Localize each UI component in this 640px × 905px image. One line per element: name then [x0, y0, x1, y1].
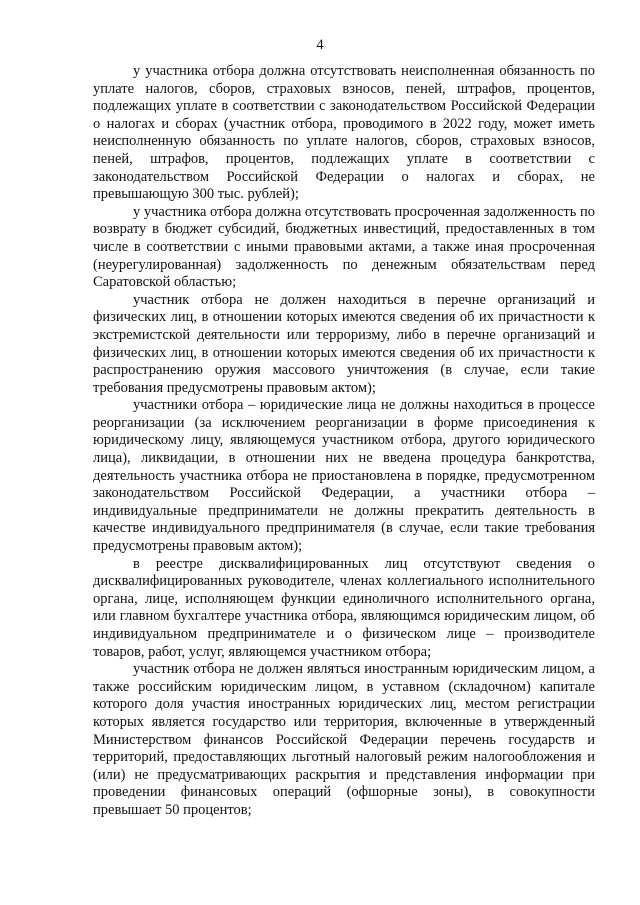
- paragraph-overdue-debt: у участника отбора должна отсутствовать просроченная задолженность по возврату в бюджет субсидий, бюджетных инвестиций, предоставленных в том числе в соответствии с иными правовыми актами, а также иная просроченная (неурегулированная) задолженность по денежным обязательствам перед Саратовской областью;: [93, 203, 595, 291]
- page-number: 4: [316, 37, 324, 53]
- paragraph-disqualified-registry: в реестре дисквалифицированных лиц отсутствуют сведения о дисквалифицированных руководителе, членах коллегиального исполнительного органа, лице, исполняющем функции единоличного исполнительного органа, или главном бухгалтере участника отбора, являющимся юридическим лицом, об индивидуальном предпринимателе и о физическом лице – производителе товаров, работ, услуг, являющемся участником отбора;: [93, 555, 595, 660]
- paragraph-tax-obligations: у участника отбора должна отсутствовать неисполненная обязанность по уплате налогов, сборов, страховых взносов, пеней, штрафов, процентов, подлежащих уплате в соответствии с законодательством Российской Федерации о налогах и сборах (участник отбора, проводимого в 2022 году, может иметь неисполненную обязанность по уплате налогов, сборов, страховых взносов, пеней, штрафов, процентов, подлежащих уплате в соответствии с законодательством Российской Федерации о налогах и сборах, не превышающую 300 тыс. рублей);: [93, 63, 595, 203]
- paragraph-extremism-list: участник отбора не должен находиться в перечне организаций и физических лиц, в отношении которых имеются сведения об их причастности к экстремистской деятельности или терроризму, либо в перечне организаций и физических лиц, в отношении которых имеются сведения об их причастности к распространению оружия массового уничтожения (в случае, если такие требования предусмотрены правовым актом);: [93, 291, 595, 396]
- document-body: [93, 63, 595, 820]
- paragraph-foreign-entity: участник отбора не должен являться иностранным юридическим лицом, а также российским юридическим лицом, в уставном (складочном) капитале которого доля участия иностранных юридических лиц, местом регистрации которых является государство или территория, включенные в утвержденный Министерством финансов Российской Федерации перечень государств и территорий, предоставляющих льготный налоговый режим налогообложения и (или) не предусматривающих раскрытия и представления информации при проведении финансовых операций (офшорные зоны), в совокупности превышает 50 процентов;: [93, 661, 595, 818]
- paragraph-reorganization: участники отбора – юридические лица не должны находиться в процессе реорганизации (за исключением реорганизации в форме присоединения к юридическому лицу, являющемуся участником отбора, другого юридического лица), ликвидации, в отношении них не введена процедура банкротства, деятельность участника отбора не приостановлена в порядке, предусмотренном законодательством Российской Федерации, а участники отбора – индивидуальные предприниматели не должны прекратить деятельность в качестве индивидуального предпринимателя (в случае, если такие требования предусмотрены правовым актом);: [93, 397, 595, 555]
